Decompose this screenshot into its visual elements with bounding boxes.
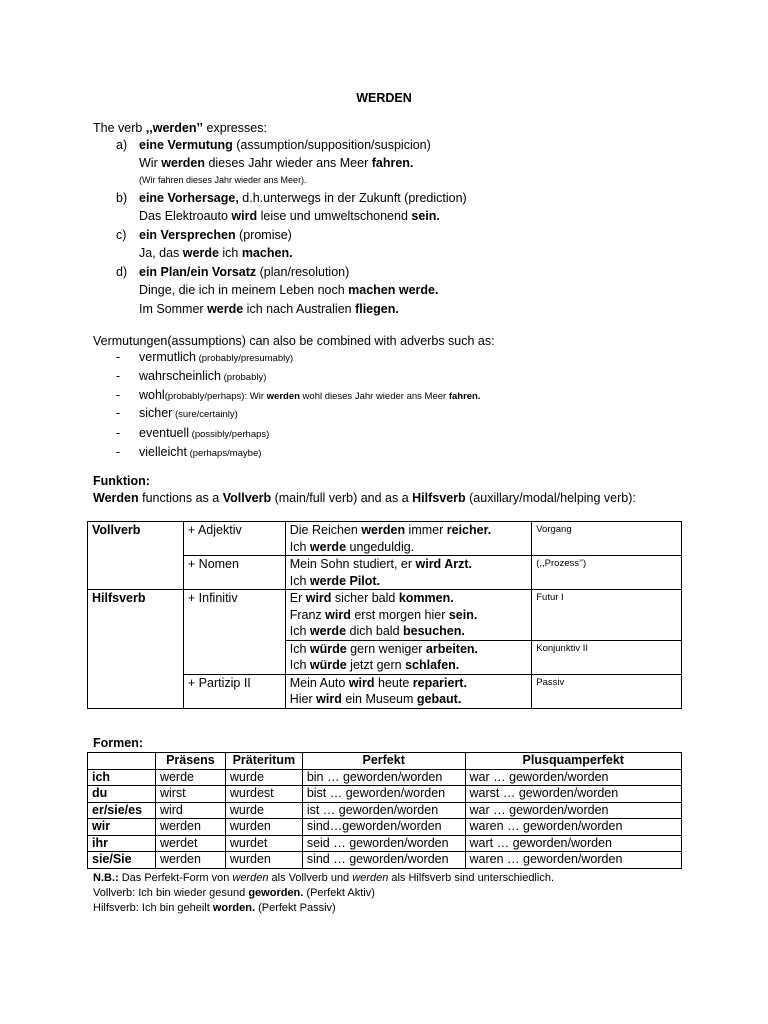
adverb-gloss: (perhaps/maybe) [186,448,262,459]
ex-bold: sein. [448,607,478,622]
use-a-ex-b: werden [161,156,205,170]
adverb-item [139,387,481,405]
use-d-ex1-a: Dinge, die ich in meinem Leben noch [139,283,349,297]
nb-text: als Hilfsverb sind unterschiedlich. [388,872,554,884]
ex-bold: werde [309,624,347,638]
form-cell: werden [155,852,225,869]
ex-bold: repariert. [412,675,467,690]
function-table [87,521,682,709]
formen-heading: Formen: [93,736,143,750]
adverb-item [139,349,293,367]
table-row [88,590,682,641]
adverb-gloss: (sure/certainly) [172,409,238,420]
vollverb-note [93,886,375,900]
nb-text: als Vollverb und [268,872,353,884]
form-cell: wart … geworden/worden [465,835,681,852]
form-cell: war … geworden/worden [465,769,681,786]
pronoun-cell: ich [88,769,156,786]
note-text: (Perfekt Aktiv) [303,887,375,899]
conjugation-body [88,769,682,868]
use-a-head: eine Vermutung [139,138,233,152]
ex-text: Ich [289,624,310,638]
pronoun-cell: du [88,786,156,803]
ex-bold: werden [361,523,406,537]
ex-text: jetzt gern [346,658,406,672]
col-header-praeteritum: Präteritum [225,753,302,770]
ex-bold: werde [309,539,347,554]
use-b-marker: b) [116,191,128,205]
ex-text: Ich [289,641,310,656]
ex-text: sicher bald [331,591,399,605]
funktion-line [93,490,636,506]
use-c-ex-b: werde [182,246,219,260]
ex-bold: kommen. [398,591,454,605]
ex-bold: schlafen. [405,658,460,672]
list-dash: - [116,406,121,420]
table-row [88,852,682,869]
list-dash: - [116,426,121,440]
ex-bold: arbeiten. [425,641,479,656]
use-a-ex-c: dieses Jahr wieder ans Meer [204,156,372,170]
pronoun-cell: wir [88,819,156,836]
table-row [88,769,682,786]
form-cell: ist … geworden/worden [302,802,465,819]
use-c-ex-d: machen. [241,246,293,260]
use-c-ex-c: ich [218,246,242,260]
intro-line [93,120,267,136]
use-d-ex1-b: machen werde. [348,283,439,297]
adverb-item [139,405,238,423]
col-header [88,753,156,770]
col-header-praesens: Präsens [155,753,225,770]
funktion-c: Vollverb [222,491,272,505]
nb-italic: werden [352,872,389,884]
use-a-rest: (assumption/supposition/suspicion) [232,138,431,152]
example-cell [285,590,532,641]
list-dash: - [116,388,121,402]
use-a-example [139,155,413,171]
note-bold: geworden. [248,887,304,899]
form-cell: wurdest [225,786,302,803]
funktion-e: Hilfsverb [412,491,466,505]
use-d-rest: (plan/resolution) [256,265,350,279]
form-cell: sind … geworden/worden [302,852,465,869]
ex-bold: wird Arzt. [415,557,472,571]
form-cell: wirst [155,786,225,803]
ex-bold: würde [309,641,347,656]
use-c-rest: (promise) [235,228,292,242]
ex-text: heute [374,675,413,690]
nb-note [93,871,554,885]
form-cell: werde [155,769,225,786]
page-title: WERDEN [356,91,412,105]
adverb-word: vielleicht [139,445,187,459]
form-cell: wurden [225,819,302,836]
use-c-head: ein Versprechen [139,228,236,242]
kind-cell: + Adjektiv [183,522,285,556]
use-d-heading [139,264,349,280]
col-header-perfekt: Perfekt [302,753,465,770]
adverb-example-bold: fahren. [448,391,481,402]
form-cell: werdet [155,835,225,852]
ex-text: ungeduldig. [346,539,415,554]
col-header-plusquamperfekt: Plusquamperfekt [465,753,681,770]
funktion-a: Werden [93,491,139,505]
ex-text: Mein Sohn studiert, er [289,557,416,571]
funktion-f: (auxillary/modal/helping verb): [465,491,636,505]
form-cell: wird [155,802,225,819]
ex-text: dich bald [346,624,404,638]
use-a-ex-d: fahren. [371,156,414,170]
form-cell: waren … geworden/worden [465,852,681,869]
intro-post: expresses: [203,121,267,135]
adverb-gloss: (possibly/perhaps) [189,429,270,440]
note-cell: Vorgang [532,522,682,556]
use-b-heading [139,190,467,206]
form-cell: wurden [225,852,302,869]
use-d-ex2-b: werde [207,302,244,316]
kind-cell: + Nomen [183,556,285,590]
intro-verb: ,,werden’’ [145,121,204,135]
hilfsverb-cell: Hilfsverb [88,590,184,709]
use-d-head: ein Plan/ein Vorsatz [139,265,257,279]
use-b-example [139,208,440,224]
nb-label: N.B.: [93,872,119,884]
nb-text: Das Perfekt-Form von [118,872,233,884]
intro-pre: The verb [93,121,146,135]
note-cell: Futur I [532,590,682,641]
hilfsverb-note [93,901,336,915]
funktion-b: functions as a [138,491,223,505]
ex-text: Mein Auto [289,675,349,690]
adverb-word: vermutlich [139,350,196,364]
use-d-ex2-a: Im Sommer [139,302,208,316]
ex-bold: besuchen. [403,624,465,638]
example-cell [285,522,532,556]
ex-text: ein Museum [341,692,417,706]
ex-bold: wird [316,692,342,706]
adverb-word: eventuell [139,426,190,440]
conjugation-header-row [88,753,682,770]
ex-text: Franz [289,607,326,622]
kind-cell: + Partizip II [183,674,285,708]
adverb-word: wohl [139,388,165,402]
ex-text: Ich [289,573,310,588]
form-cell: wurdet [225,835,302,852]
note-text: (Perfekt Passiv) [255,902,336,914]
note-text: Hilfsverb: Ich bin geheilt [93,902,213,914]
pronoun-cell: er/sie/es [88,802,156,819]
ex-text: Hier [289,692,317,706]
adverb-example: wohl dieses Jahr wieder ans Meer [299,391,449,402]
adverb-gloss: (probably) [220,372,267,383]
ex-text: Ich [289,658,310,672]
use-b-head: eine Vorhersage, [139,191,239,205]
form-cell: war … geworden/worden [465,802,681,819]
use-d-ex2-c: ich nach Australien [243,302,356,316]
adverb-word: wahrscheinlich [139,369,221,383]
use-a-marker: a) [116,138,128,152]
use-a-heading [139,137,431,153]
ex-text: erst morgen hier [350,607,449,622]
form-cell: bin … geworden/worden [302,769,465,786]
note-cell: Passiv [532,674,682,708]
adverb-item [139,368,266,386]
ex-bold: werde Pilot. [309,573,381,588]
form-cell: werden [155,819,225,836]
note-bold: worden. [212,902,256,914]
adverb-item [139,444,261,462]
ex-text: Die Reichen [289,523,362,537]
adverb-gloss: (probably/perhaps) [164,391,245,402]
example-cell [285,674,532,708]
ex-text: immer [405,523,447,537]
adverb-word: sicher [139,406,173,420]
example-cell [285,556,532,590]
table-row [88,522,682,556]
conjugation-table [87,752,682,869]
use-b-ex-c: leise und umweltschonend [257,209,412,223]
ex-bold: wird [305,591,332,605]
use-d-example-2 [139,301,399,317]
form-cell: waren … geworden/worden [465,819,681,836]
use-c-marker: c) [116,228,127,242]
example-cell [285,640,532,674]
pronoun-cell: sie/Sie [88,852,156,869]
form-cell: wurde [225,769,302,786]
ex-bold: würde [309,658,347,672]
note-cell: (,,Prozess’’) [532,556,682,590]
use-b-rest: d.h.unterwegs in der Zukunft (prediction) [238,191,467,205]
ex-text: Er [289,591,306,605]
use-b-ex-b: wird [231,209,258,223]
kind-cell: + Infinitiv [183,590,285,675]
adverb-item [139,425,269,443]
list-dash: - [116,369,121,383]
table-row [88,819,682,836]
table-row [88,786,682,803]
funktion-heading: Funktion: [93,474,150,488]
list-dash: - [116,350,121,364]
vollverb-cell: Vollverb [88,522,184,590]
use-c-example [139,245,293,261]
ex-text: Ich [289,539,310,554]
adverb-gloss: (probably/presumably) [195,353,294,364]
list-dash: - [116,445,121,459]
use-d-example-1 [139,282,438,298]
use-a-ex-a: Wir [139,156,162,170]
use-d-ex2-d: fliegen. [355,302,399,316]
form-cell: wurde [225,802,302,819]
ex-text: gern weniger [346,641,426,656]
form-cell: warst … geworden/worden [465,786,681,803]
use-a-note: (Wir fahren dieses Jahr wieder ans Meer). [139,175,307,185]
use-b-ex-a: Das Elektroauto [139,209,232,223]
use-d-marker: d) [116,265,128,279]
pronoun-cell: ihr [88,835,156,852]
form-cell: bist … geworden/worden [302,786,465,803]
ex-bold: wird [325,607,351,622]
table-row [88,835,682,852]
adverb-example-bold: werden [266,391,300,402]
note-cell: Konjunktiv II [532,640,682,674]
use-b-ex-d: sein. [411,209,440,223]
use-c-heading [139,227,292,243]
ex-bold: reicher. [446,523,492,537]
use-c-ex-a: Ja, das [139,246,183,260]
ex-bold: wird [348,675,375,690]
form-cell: sind…geworden/worden [302,819,465,836]
table-row [88,802,682,819]
ex-bold: gebaut. [416,692,462,706]
funktion-d: (main/full verb) and as a [271,491,413,505]
adverb-example: : Wir [244,391,267,402]
vermutungen-heading: Vermutungen(assumptions) can also be combined with adverbs such as: [93,334,495,348]
nb-italic: werden [232,872,269,884]
note-text: Vollverb: Ich bin wieder gesund [93,887,249,899]
form-cell: seid … geworden/worden [302,835,465,852]
